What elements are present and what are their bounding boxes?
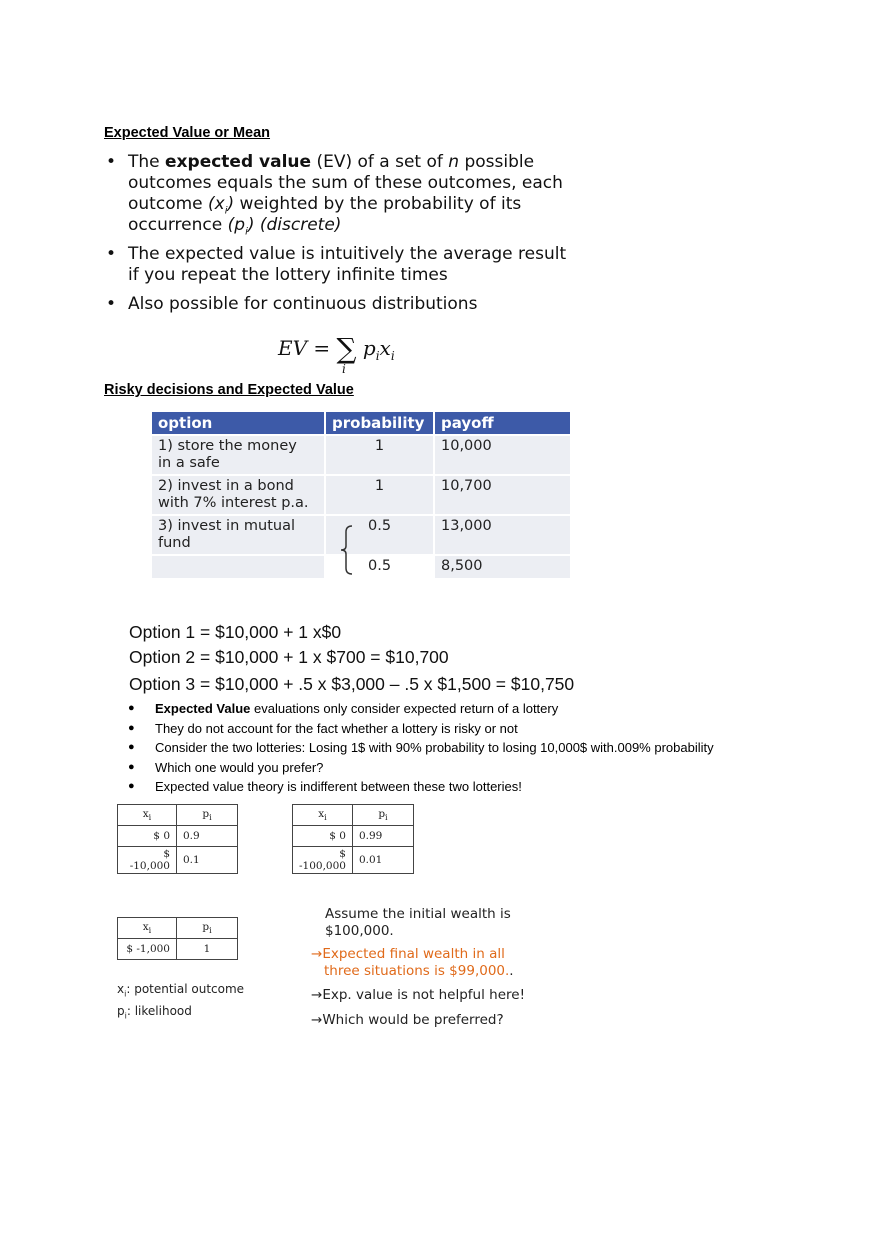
text: . <box>509 963 514 979</box>
text: 1) store the money <box>158 438 297 454</box>
header-p: $p_i$ <box>177 805 238 826</box>
bullet-ev-intuition <box>106 244 586 286</box>
note-expected-final-wealth <box>311 946 514 980</box>
table-header-row <box>152 412 570 434</box>
arrow-icon: → <box>311 1012 323 1028</box>
note-not-helpful <box>311 987 525 1004</box>
table-row <box>293 847 414 874</box>
probability-cell: 0.01 <box>352 847 413 874</box>
curly-brace-icon <box>338 522 360 578</box>
payoff-cell: 10,000 <box>435 436 570 474</box>
text: Assume the initial wealth is <box>325 906 511 922</box>
outcome-cell: $ 0 <box>293 826 353 847</box>
bullet-dot: • <box>106 294 117 314</box>
text: Expected value theory is indifferent between these two lotteries! <box>155 779 522 794</box>
probability-cell: 1 <box>326 436 433 474</box>
payoff-cell: 8,500 <box>435 556 570 578</box>
text: possible <box>459 152 535 172</box>
payoff-cell: 10,700 <box>435 476 570 514</box>
payoff-cell: 13,000 <box>435 516 570 554</box>
note-initial-wealth <box>325 906 511 940</box>
text: Which one would you prefer? <box>155 759 324 775</box>
table-row <box>152 436 570 474</box>
option-cell <box>152 516 324 554</box>
text: Which would be preferred? <box>322 1012 504 1028</box>
outcome-cell: $ -10,000 <box>118 847 177 874</box>
list-item <box>128 719 828 738</box>
probability-cell: 0.9 <box>177 826 238 847</box>
calc-option-1: Option 1 = $10,000 + 1 x$0 <box>129 622 342 642</box>
formula-subscript: i <box>390 349 395 363</box>
table-row <box>152 516 570 554</box>
text: evaluations only consider expected return of a lottery <box>250 701 559 716</box>
text: 3) invest in mutual <box>158 518 295 534</box>
formula-x: x <box>379 336 391 360</box>
text: weighted by the probability of its <box>234 194 522 214</box>
text: They do not account for the fact whether a lottery is risky or not <box>155 720 518 736</box>
legend-x: $x_i$: potential outcome <box>117 982 245 999</box>
lottery-table-b <box>292 804 414 874</box>
header-payoff: payoff <box>435 412 570 434</box>
text: $100,000. <box>325 923 394 939</box>
ev-formula <box>278 332 418 378</box>
ev-definition-slide <box>106 152 586 322</box>
text: occurrence <box>128 215 228 235</box>
option-cell <box>152 556 324 578</box>
bullet-dot: ● <box>128 741 135 753</box>
lottery-table-a <box>117 804 238 874</box>
option-cell <box>152 476 324 514</box>
text: (EV) of a set of <box>311 152 449 172</box>
sigma-symbol: ∑ <box>336 332 357 365</box>
header-p: $p_i$ <box>177 918 238 939</box>
table-row <box>152 556 570 578</box>
legend-p: $p_i$: likelihood <box>117 1004 192 1021</box>
text: outcomes equals the sum of these outcomes, each <box>128 173 563 193</box>
text: Expected final wealth in all <box>322 946 505 962</box>
table-header-row <box>293 805 414 826</box>
formula-p: p <box>362 336 376 360</box>
calc-option-2: Option 2 = $10,000 + 1 x $700 = $10,700 <box>129 647 449 667</box>
note-preferred <box>311 1012 504 1029</box>
header-x: $x_i$ <box>293 805 353 826</box>
outcome-cell: $ 0 <box>118 826 177 847</box>
sigma-index: i <box>342 362 346 376</box>
bullet-dot: • <box>106 152 117 172</box>
table-row <box>118 847 238 874</box>
probability-cell: 0.5 <box>326 556 433 578</box>
probability-cell: 0.5 <box>326 516 433 554</box>
text-italic: n <box>448 152 460 172</box>
bullet-continuous <box>106 294 586 315</box>
bullet-dot: ● <box>128 760 135 773</box>
text: three situations is $99,000. <box>324 963 510 979</box>
list-item <box>128 699 828 718</box>
option-cell <box>152 436 324 474</box>
ev-limitations-list <box>128 699 828 799</box>
header-x: $x_i$ <box>118 805 177 826</box>
probability-cell: 0.99 <box>352 826 413 847</box>
arrow-icon: → <box>311 987 323 1003</box>
table-row <box>293 826 414 847</box>
text-italic: ) (discrete) <box>247 215 342 235</box>
header-p: $p_i$ <box>352 805 413 826</box>
text: Consider the two lotteries: Losing 1$ with 90% probability to losing 10,000$ with.009% probability <box>155 740 714 755</box>
probability-cell: 0.1 <box>177 847 238 874</box>
list-item <box>128 738 828 757</box>
list-item <box>128 758 828 777</box>
outcome-cell: $ -1,000 <box>118 939 177 960</box>
text: 2) invest in a bond <box>158 478 294 494</box>
formula-lhs: EV <box>278 336 308 360</box>
subscript: i <box>245 226 248 238</box>
section-heading-risky-decisions: Risky decisions and Expected Value <box>104 382 354 398</box>
table-header-row <box>118 918 238 939</box>
lottery-table-c <box>117 917 238 960</box>
table-row <box>118 826 238 847</box>
header-option: option <box>152 412 324 434</box>
text-italic: ) <box>227 194 235 214</box>
calc-option-3: Option 3 = $10,000 + .5 x $3,000 – .5 x $1,500 = $10,750 <box>129 674 575 694</box>
probability-cell: 1 <box>326 476 433 514</box>
text: The expected value is intuitively the average result <box>128 244 567 264</box>
text: if you repeat the lottery infinite times <box>128 265 448 285</box>
text: in a safe <box>158 455 220 471</box>
bullet-ev-definition <box>106 152 586 236</box>
section-heading-expected-value: Expected Value or Mean <box>104 125 271 141</box>
bullet-dot: ● <box>128 780 135 792</box>
text: The <box>128 152 166 172</box>
table-row <box>118 939 238 960</box>
text-italic: (x <box>208 194 225 214</box>
formula-subscript: i <box>375 349 380 363</box>
table-row <box>152 476 570 514</box>
table-header-row <box>118 805 238 826</box>
bullet-dot: • <box>106 244 117 264</box>
text: outcome <box>128 194 209 214</box>
text: Also possible for continuous distributions <box>128 294 478 314</box>
outcome-cell: $ -100,000 <box>293 847 353 874</box>
bullet-dot: ● <box>128 702 135 714</box>
text: with 7% interest p.a. <box>158 495 309 511</box>
bullet-dot: ● <box>128 721 135 734</box>
text-bold: expected value <box>165 152 312 172</box>
subscript: i <box>224 205 228 217</box>
text: fund <box>158 535 191 551</box>
text-bold: Expected Value <box>155 701 251 716</box>
formula-equals: = <box>313 336 331 360</box>
header-probability: probability <box>326 412 433 434</box>
options-table <box>150 410 572 580</box>
text-italic: (p <box>227 215 246 235</box>
list-item <box>128 777 828 796</box>
text: Exp. value is not helpful here! <box>322 987 525 1003</box>
probability-cell: 1 <box>177 939 238 960</box>
header-x: $x_i$ <box>118 918 177 939</box>
arrow-icon: → <box>311 946 323 962</box>
